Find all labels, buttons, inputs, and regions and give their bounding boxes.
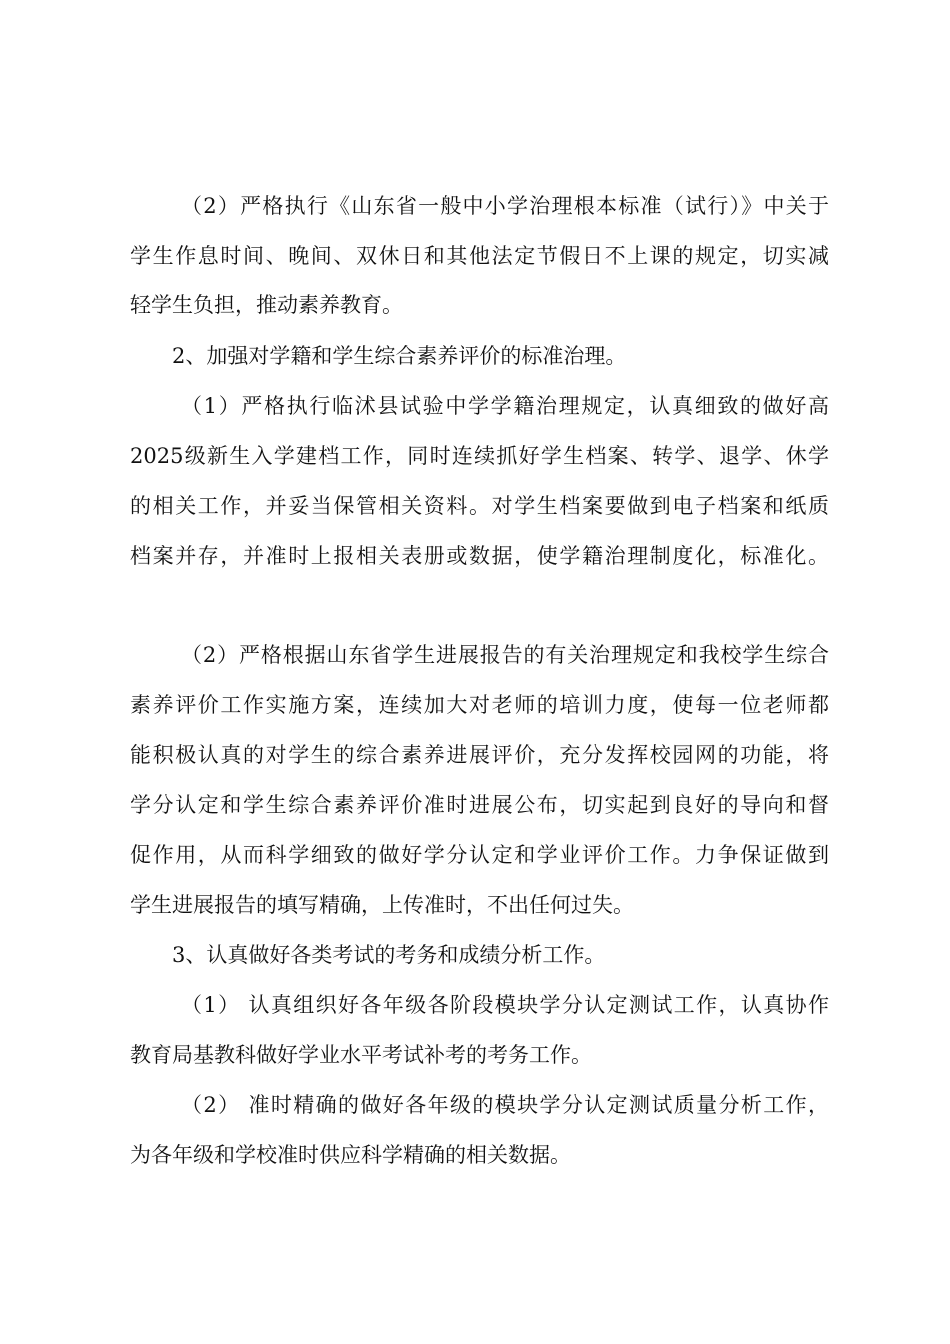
text-line: 档案并存，并准时上报相关表册或数据，使学籍治理制度化，标准化。 (130, 544, 829, 568)
text-line: 学分认定和学生综合素养评价准时进展公布，切实起到良好的导向和督 (130, 793, 829, 817)
text-line: （2）严格执行《山东省一般中小学治理根本标准（试行）》中关于 (181, 194, 829, 218)
section-heading-2 (0, 339, 950, 373)
text-line: 能积极认真的对学生的综合素养进展评价，充分发挥校园网的功能，将 (130, 743, 829, 767)
paragraph-4-line-6 (0, 888, 950, 922)
text-line: 为各年级和学校准时供应科学精确的相关数据。 (130, 1143, 571, 1167)
paragraph-4-line-1 (0, 638, 950, 672)
paragraph-4-line-4 (0, 788, 950, 822)
text-line: 2025级新生入学建档工作，同时连续抓好学生档案、转学、退学、休学 (130, 444, 829, 468)
text-line: （1）严格执行临沭县试验中学学籍治理规定，认真细致的做好高 (181, 394, 829, 418)
paragraph-7-line-1 (0, 1088, 950, 1122)
text-line: 学生作息时间、晚间、双休日和其他法定节假日不上课的规定，切实减 (130, 244, 829, 268)
paragraph-3-line-3 (0, 489, 950, 523)
paragraph-7-line-2 (0, 1138, 950, 1172)
paragraph-4-line-3 (0, 738, 950, 772)
text-line: （2）严格根据山东省学生进展报告的有关治理规定和我校学生综合 (181, 643, 829, 667)
text-line: 轻学生负担，推动素养教育。 (130, 293, 403, 317)
text-line: 促作用，从而科学细致的做好学分认定和学业评价工作。力争保证做到 (130, 843, 829, 867)
text-line: 教育局基教科做好学业水平考试补考的考务工作。 (130, 1043, 592, 1067)
paragraph-1-line-2 (0, 239, 950, 273)
text-line: 学生进展报告的填写精确，上传准时，不出任何过失。 (130, 893, 634, 917)
text-line: （2） 准时精确的做好各年级的模块学分认定测试质量分析工作， (181, 1093, 829, 1117)
section-heading-text: 3、认真做好各类考试的考务和成绩分析工作。 (172, 943, 606, 967)
paragraph-6-line-2 (0, 1038, 950, 1072)
text-line: （1） 认真组织好各年级各阶段模块学分认定测试工作，认真协作 (181, 993, 829, 1017)
paragraph-1-line-3 (0, 288, 950, 322)
text-line: 素养评价工作实施方案，连续加大对老师的培训力度，使每一位老师都 (130, 693, 829, 717)
paragraph-3-line-4 (0, 539, 950, 573)
text-line: 的相关工作，并妥当保管相关资料。对学生档案要做到电子档案和纸质 (130, 494, 829, 518)
paragraph-4-line-5 (0, 838, 950, 872)
paragraph-4-line-2 (0, 688, 950, 722)
paragraph-3-line-2 (0, 439, 950, 473)
paragraph-1-line-1 (0, 189, 950, 223)
section-heading-text: 2、加强对学籍和学生综合素养评价的标准治理。 (172, 344, 627, 368)
paragraph-6-line-1 (0, 988, 950, 1022)
paragraph-3-line-1 (0, 389, 950, 423)
section-heading-3 (0, 938, 950, 972)
